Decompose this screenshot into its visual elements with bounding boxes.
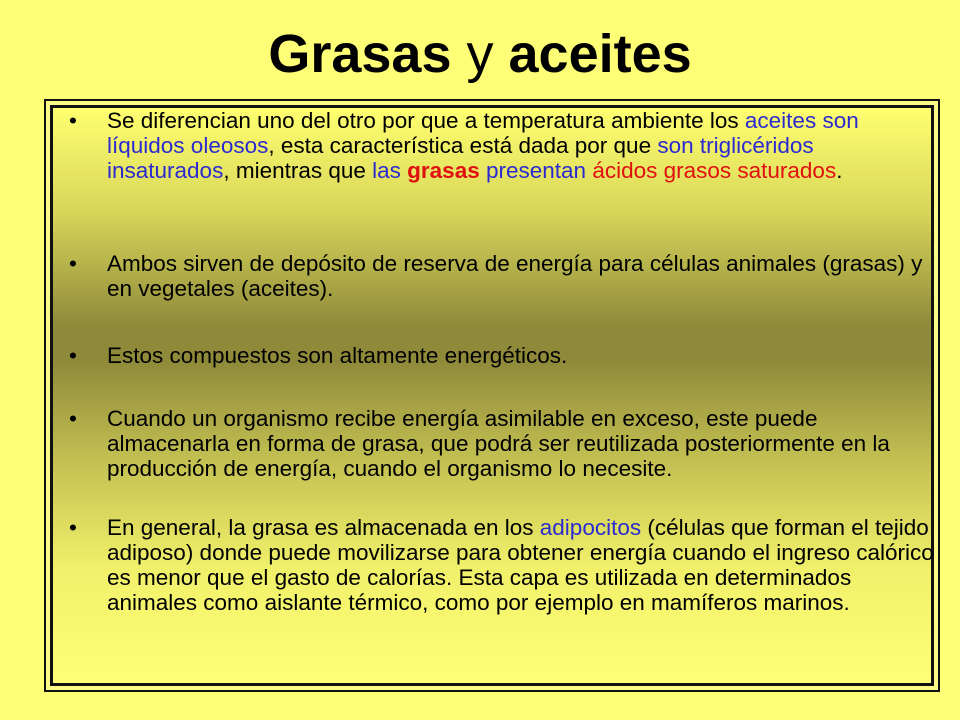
content-frame (44, 99, 940, 692)
bullet-text: , esta característica está dada por que (268, 133, 658, 158)
bullet-item-diferencias (69, 108, 942, 183)
bullet-dot: • (69, 406, 77, 431)
highlight-aceites-liquidos: aceites son líquidos oleosos (107, 108, 859, 158)
highlight-las: las (372, 158, 408, 183)
bullet-item-energeticos (69, 343, 942, 368)
title-word-grasas: Grasas (268, 24, 452, 84)
highlight-adipocitos: adipocitos (539, 515, 642, 540)
title-word-aceites: aceites (508, 24, 692, 84)
highlight-presentan: presentan (479, 158, 593, 183)
bullet-text: En general, la grasa es almacenada en los (107, 515, 540, 540)
bullet-text: Ambos sirven de depósito de reserva de energía para células animales (grasas) y en vegetales (aceites). (107, 251, 923, 301)
highlight-trigliceridos-insaturados: son triglicéridos insaturados (107, 133, 814, 183)
bullet-item-deposito-energia (69, 251, 942, 301)
bullet-text: , mientras que (223, 158, 373, 183)
bullet-text: Se diferencian uno del otro por que a temperatura ambiente los (107, 108, 745, 133)
highlight-grasas: grasas (407, 158, 480, 183)
bullet-dot: • (69, 251, 77, 276)
bullet-text: Cuando un organismo recibe energía asimilable en exceso, este puede almacenarla en forma de grasa, que podrá ser reutilizada posteriormente en la producción de energía, cuando el organismo lo necesite. (107, 406, 890, 481)
bullet-dot: • (69, 108, 77, 133)
bullet-text: (células que forman el tejido adiposo) donde puede movilizarse para obtener energía cuando el ingreso calórico es menor que el gasto de calorías. Esta capa es utilizada en determinados animales como aislante térmico, como por ejemplo en mamíferos marinos. (107, 515, 934, 615)
bullet-dot: • (69, 515, 77, 540)
bullet-text: . (836, 158, 843, 183)
bullet-dot: • (69, 343, 77, 368)
title-word-y: y (466, 24, 494, 84)
content-frame-inner (50, 105, 934, 686)
bullet-item-almacenamiento (69, 406, 942, 481)
slide-title (0, 22, 960, 86)
bullet-item-adipocitos (69, 515, 942, 615)
bullet-text: Estos compuestos son altamente energéticos. (107, 343, 568, 368)
highlight-acidos-saturados: ácidos grasos saturados (592, 158, 837, 183)
